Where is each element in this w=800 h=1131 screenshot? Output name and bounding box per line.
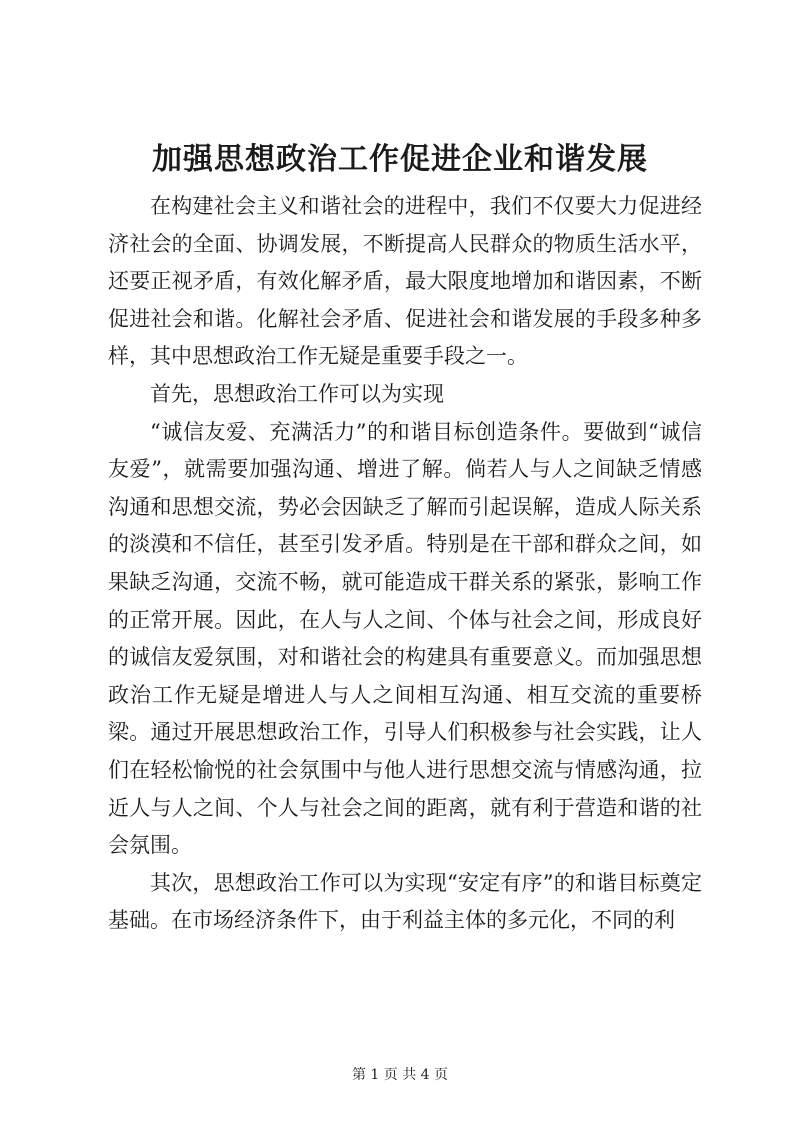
document-title: 加强思想政治工作促进企业和谐发展 [152, 142, 648, 177]
paragraph-first-heading: 首先，思想政治工作可以为实现 [150, 381, 444, 406]
document-body [108, 188, 702, 940]
paragraph-trust-friendship: “诚信友爱、充满活力”的和谐目标创造条件。要做到“诚信友爱”，就需要加强沟通、增进了解。倘若人与人之间缺乏情感沟通和思想交流，势必会因缺乏了解而引起误解，造成人际关系的淡漠和不信任，甚至引发矛盾。特别是在干部和群众之间，如果缺乏沟通，交流不畅，就可能造成干群关系的紧张，影响工作的正常开展。因此，在人与人之间、个体与社会之间，形成良好的诚信友爱氛围，对和谐社会的构建具有重要意义。而加强思想政治工作无疑是增进人与人之间相互沟通、相互交流的重要桥梁。通过开展思想政治工作，引导人们积极参与社会实践，让人们在轻松愉悦的社会氛围中与他人进行思想交流与情感沟通，拉近人与人之间、个人与社会之间的距离，就有利于营造和谐的社会氛围。 [108, 419, 702, 858]
paragraph-intro: 在构建社会主义和谐社会的进程中，我们不仅要大力促进经济社会的全面、协调发展，不断提高人民群众的物质生活水平，还要正视矛盾，有效化解矛盾，最大限度地增加和谐因素，不断促进社会和谐。化解社会矛盾、促进社会和谐发展的手段多种多样，其中思想政治工作无疑是重要手段之一。 [108, 194, 702, 369]
page-number-footer: 第 1 页 共 4 页 [351, 1067, 449, 1083]
paragraph-stability-order: 其次，思想政治工作可以为实现“安定有序”的和谐目标奠定基础。在市场经济条件下，由于利益主体的多元化，不同的利 [108, 870, 702, 933]
